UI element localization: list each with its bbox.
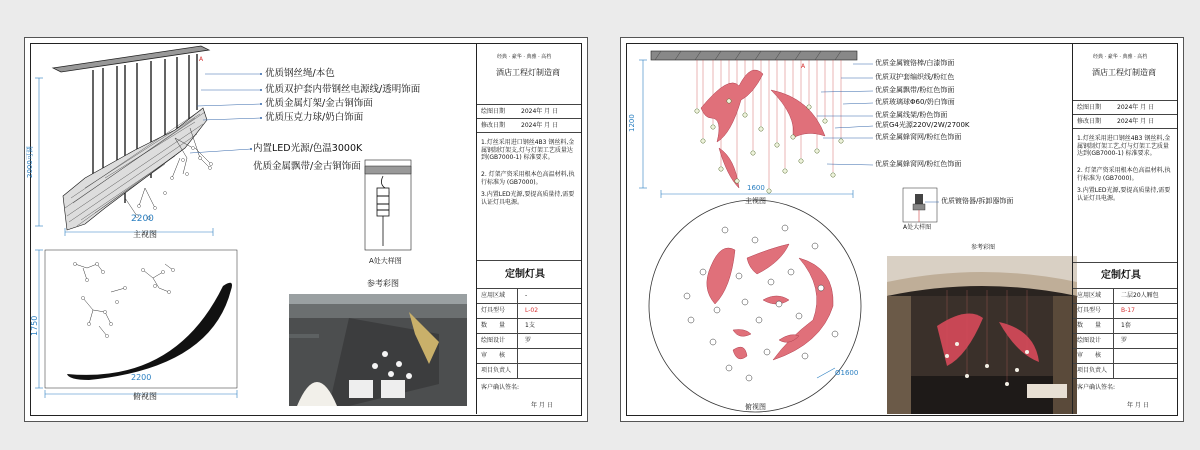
right-callout-7: 优质金属蜂窝网/粉红色饰面 <box>875 133 962 141</box>
callout-led-source: 内置LED光源/色温3000K <box>253 143 363 154</box>
right-spec-label: 灯具型号 <box>1077 307 1102 314</box>
right-rev-label: 修改日期 <box>1077 118 1102 125</box>
right-callout-5: 优质金属线架/粉色饰面 <box>875 111 948 119</box>
right-drawing-sheet <box>620 37 1184 422</box>
right-diameter-dimension: Ø1600 <box>835 369 859 377</box>
right-callout-4: 优质玻璃球Φ60/奶白饰面 <box>875 98 955 106</box>
right-callout-6: 优质G4光源220V/2W/2700K <box>875 121 970 129</box>
right-note-3: 3.内置LED光源,要提高质量持,需要认证灯具电源。 <box>1077 187 1171 202</box>
right-notes-cell <box>1073 129 1177 263</box>
left-spec-label: 应用区域 <box>481 292 506 299</box>
left-revision-row <box>477 119 581 133</box>
right-spec-divider <box>1113 304 1114 318</box>
right-spec-row <box>1073 334 1177 349</box>
left-confirm-label: 客户确认签名: <box>481 384 520 391</box>
right-spec-row <box>1073 349 1177 364</box>
left-notes-cell <box>477 133 581 261</box>
right-spec-value: 二层20人厢包 <box>1121 292 1159 299</box>
right-callout-8: 优质金属蜂窝网/粉红色饰面 <box>875 160 962 168</box>
right-reference-photo <box>887 256 1077 414</box>
right-product-heading: 定制灯具 <box>1101 270 1141 281</box>
left-spec-row <box>477 364 581 379</box>
left-date-row <box>477 105 581 119</box>
top-view-title: 俯视图 <box>133 392 157 401</box>
left-spec-divider <box>517 319 518 333</box>
left-note-3: 3.内置LED光源,要提高质量持,需要认证灯具电源。 <box>481 191 575 206</box>
right-rev-value: 2024年 月 日 <box>1117 118 1155 125</box>
top-depth-dimension: 1750 <box>30 315 39 336</box>
left-spec-label: 项目负责人 <box>481 367 512 374</box>
right-ref-title: 参考彩图 <box>971 244 996 251</box>
left-spec-divider <box>517 334 518 348</box>
right-brand: 经典 · 豪华 · 典雅 · 高档 <box>1093 54 1148 60</box>
right-detail-title: A处大样图 <box>903 224 932 231</box>
front-height-dimension: 2000可调 <box>26 146 34 178</box>
right-spec-label: 绘图设计 <box>1077 337 1102 344</box>
left-title-block <box>476 43 581 414</box>
right-spec-value: 罗 <box>1121 337 1128 344</box>
right-spec-divider <box>1113 319 1114 333</box>
callout-metal-frame: 优质金属灯架/金古铜饰面 <box>265 98 373 109</box>
left-date-label: 绘图日期 <box>481 108 506 115</box>
right-confirm-label: 客户确认签名: <box>1077 384 1116 391</box>
left-spec-value: - <box>525 292 528 299</box>
callout-metal-ribbon: 优质金属飘带/金古铜饰面 <box>253 161 361 172</box>
right-note-2: 2. 灯架产资采用根本色高温材料,执行标准为 (GB7000)。 <box>1077 167 1171 182</box>
callout-steel-cable: 优质钢丝绳/本色 <box>265 68 335 79</box>
front-width-dimension: 2200 <box>131 214 154 224</box>
right-spec-row <box>1073 364 1177 379</box>
left-spec-row <box>477 319 581 334</box>
left-spec-divider <box>517 304 518 318</box>
right-width-dimension: 1600 <box>747 184 765 192</box>
right-date-value: 2024年 月 日 <box>1117 104 1155 111</box>
left-rev-label: 修改日期 <box>481 122 506 129</box>
right-height-dimension: 1200 <box>628 114 636 132</box>
right-spec-label: 数 量 <box>1077 322 1102 329</box>
left-spec-row <box>477 304 581 319</box>
right-spec-row <box>1073 304 1177 319</box>
right-spec-label: 应用区域 <box>1077 292 1102 299</box>
left-spec-label: 灯具型号 <box>481 307 506 314</box>
right-callout-3: 优质金属飘带/粉红色饰面 <box>875 86 955 94</box>
left-spec-divider <box>517 364 518 378</box>
left-brand-cell <box>477 43 581 105</box>
left-spec-label: 绘图设计 <box>481 337 506 344</box>
right-spec-value: B-17 <box>1121 307 1135 314</box>
callout-acrylic-ball: 优质压克力球/奶白饰面 <box>265 112 364 123</box>
left-spec-divider <box>517 349 518 363</box>
right-spec-label: 审 核 <box>1077 352 1102 359</box>
right-front-view-title: 主视图 <box>745 197 766 205</box>
left-note-2: 2. 灯架产资采用根本色高温材料,执行标准为 (GB7000)。 <box>481 171 575 186</box>
right-callout-2: 优质双护套编织线/粉红色 <box>875 73 955 81</box>
right-spec-value: 1套 <box>1121 322 1131 329</box>
left-spec-value: 罗 <box>525 337 532 344</box>
right-date-row <box>1073 101 1177 115</box>
left-brand: 经典 · 豪华 · 典雅 · 高档 <box>497 54 552 60</box>
right-company: 酒店工程灯制造商 <box>1092 68 1156 77</box>
right-detail-callout: 优质镀铬器/拆卸器饰面 <box>941 197 1014 205</box>
reference-photo <box>289 294 467 406</box>
left-company: 酒店工程灯制造商 <box>496 68 560 77</box>
right-marker-a-label: A <box>801 63 806 70</box>
left-spec-label: 审 核 <box>481 352 506 359</box>
right-revision-row <box>1073 115 1177 129</box>
left-spec-divider <box>517 289 518 303</box>
right-spec-row <box>1073 319 1177 334</box>
marker-a-label: A <box>199 56 204 63</box>
right-spec-divider <box>1113 289 1114 303</box>
right-title-block <box>1072 43 1177 414</box>
detail-view-title: A处大样图 <box>369 257 402 265</box>
right-confirm-cell <box>1073 379 1177 414</box>
right-spec-divider <box>1113 349 1114 363</box>
right-date-label: 绘图日期 <box>1077 104 1102 111</box>
left-confirm-cell <box>477 379 581 414</box>
left-spec-label: 数 量 <box>481 322 506 329</box>
left-rev-value: 2024年 月 日 <box>521 122 559 129</box>
right-spec-divider <box>1113 364 1114 378</box>
front-view-title: 主视图 <box>133 230 157 239</box>
left-spec-value: 1支 <box>525 322 535 329</box>
left-date-value: 2024年 月 日 <box>521 108 559 115</box>
right-note-1: 1.灯丝采用进口钢丝4B3 钢丝料,金属钢制灯架工艺,灯与灯架工艺质量达到(GB7000-1) 标准要求。 <box>1077 135 1171 157</box>
right-top-view-title: 俯视图 <box>745 403 766 411</box>
left-spec-value: L-02 <box>525 307 539 314</box>
left-heading-cell <box>477 261 581 289</box>
right-sign-date: 年 月 日 <box>1127 402 1149 409</box>
right-brand-cell <box>1073 43 1177 101</box>
left-note-1: 1.灯丝采用进口钢丝4B3 钢丝料,金属钢制灯架支,灯与灯架工艺质量达到(GB7000-1) 标准要求。 <box>481 139 575 161</box>
left-sign-date: 年 月 日 <box>531 402 553 409</box>
callout-power-cord: 优质双护套内带钢丝电源线/透明饰面 <box>265 84 421 95</box>
left-spec-row <box>477 349 581 364</box>
left-spec-row <box>477 289 581 304</box>
right-spec-row <box>1073 289 1177 304</box>
ref-image-title: 参考彩图 <box>367 279 399 288</box>
right-callout-1: 优质金属镀铬棒/白漆饰面 <box>875 59 955 67</box>
left-drawing-sheet <box>24 37 588 422</box>
right-spec-divider <box>1113 334 1114 348</box>
right-heading-cell <box>1073 263 1177 289</box>
left-spec-row <box>477 334 581 349</box>
top-width-dimension: 2200 <box>131 373 152 382</box>
right-spec-label: 项目负责人 <box>1077 367 1108 374</box>
left-product-heading: 定制灯具 <box>505 269 545 280</box>
